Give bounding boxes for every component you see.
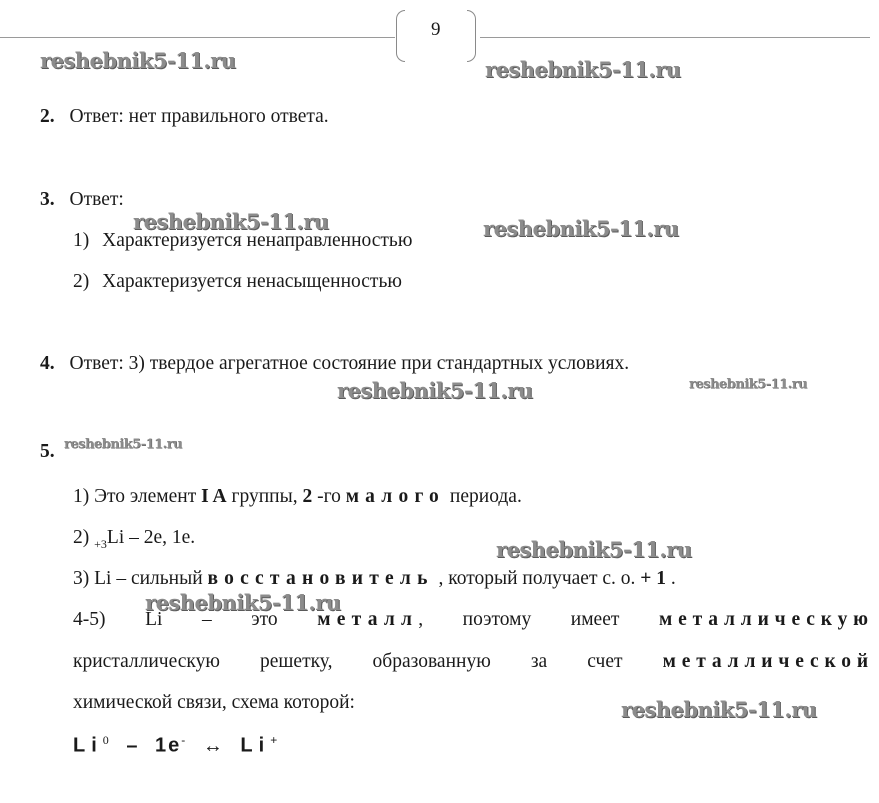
formula-charge: 0 (102, 733, 109, 747)
answer-2 (40, 105, 329, 129)
answer-5-line-1 (73, 485, 522, 509)
word: 4-5) (73, 609, 106, 630)
formula-charge: + (270, 733, 278, 747)
line-text: -го (312, 486, 346, 507)
word: имеет (570, 609, 620, 630)
watermark: reshebnik5-11.ru (337, 378, 533, 403)
period-type: малого (345, 486, 446, 507)
reducer-term: восстановитель (207, 568, 434, 589)
watermark: reshebnik5-11.ru (621, 697, 817, 722)
word: , (418, 609, 424, 630)
header-rule-right (480, 37, 870, 38)
line-text: Li – 2e, 1e. (106, 527, 196, 548)
nuclear-charge: +3 (94, 536, 107, 551)
answer-number: 3. (40, 189, 55, 210)
answer-3 (40, 188, 124, 212)
word: Li (145, 609, 163, 630)
watermark: reshebnik5-11.ru (483, 216, 679, 241)
item-number: 1) (73, 230, 90, 251)
watermark: reshebnik5-11.ru (496, 537, 692, 562)
answer-5-line-5 (73, 650, 874, 674)
word: за (530, 651, 548, 672)
formula-element: Li (240, 734, 271, 757)
formula-minus: – (126, 734, 138, 757)
answer-heading: Ответ: (69, 189, 124, 210)
formula-charge: - (181, 733, 186, 747)
group-label: I A (201, 486, 227, 507)
header-rule-left (0, 37, 395, 38)
line-text: 2) (73, 527, 95, 548)
answer-text: Ответ: нет правильного ответа. (69, 106, 329, 127)
page-number-bracket-left (396, 10, 405, 62)
answer-5-number: 5. (40, 441, 55, 462)
word: счет (587, 651, 623, 672)
formula-electron: 1e (155, 734, 182, 757)
word: решетку, (260, 651, 333, 672)
watermark: reshebnik5-11.ru (133, 209, 329, 234)
answer-5-line-6: химической связи, схема которой: (73, 692, 355, 713)
answer-number: 4. (40, 353, 55, 374)
page-number-bracket-right (467, 10, 476, 62)
answer-5-line-2 (73, 526, 195, 556)
word: образованную (372, 651, 491, 672)
item-text: Характеризуется ненаправленностью (102, 230, 413, 251)
item-number: 2) (73, 271, 90, 292)
ionization-formula (73, 733, 277, 758)
answer-3-item-1 (73, 229, 412, 253)
word: кристаллическую (73, 651, 220, 672)
watermark: reshebnik5-11.ru (64, 437, 183, 452)
answer-3-item-2 (73, 270, 402, 294)
page-number: 9 (431, 19, 441, 40)
metallic-bond-term: металлической (662, 651, 874, 672)
answer-5-line-3 (73, 567, 676, 591)
watermark: reshebnik5-11.ru (145, 590, 341, 615)
answer-5-line-4 (73, 608, 874, 632)
formula-element: Li (73, 734, 103, 757)
line-text: 1) Это элемент (73, 486, 202, 507)
line-text: . (666, 568, 676, 589)
period-number: 2 (302, 486, 313, 507)
line-text: 3) Li – сильный (73, 568, 208, 589)
watermark: reshebnik5-11.ru (485, 57, 681, 82)
answer-text: Ответ: 3) твердое агрегатное состояние при стандартных условиях. (69, 353, 630, 374)
line-text: периода. (445, 486, 522, 507)
answer-number: 2. (40, 106, 55, 127)
oxidation-state: + 1 (640, 568, 667, 589)
metal-term: металл (317, 609, 419, 630)
item-text: Характеризуется ненасыщенностью (102, 271, 402, 292)
word: поэтому (462, 609, 532, 630)
line-text: группы, (226, 486, 303, 507)
line-text: , который получает с. о. (433, 568, 641, 589)
watermark: reshebnik5-11.ru (689, 377, 808, 392)
answer-4 (40, 352, 629, 376)
watermark: reshebnik5-11.ru (40, 48, 236, 73)
metallic-term: металлическую (658, 609, 874, 630)
formula-arrow: ↔ (202, 734, 223, 757)
word: – (201, 609, 212, 630)
word: это (251, 609, 278, 630)
